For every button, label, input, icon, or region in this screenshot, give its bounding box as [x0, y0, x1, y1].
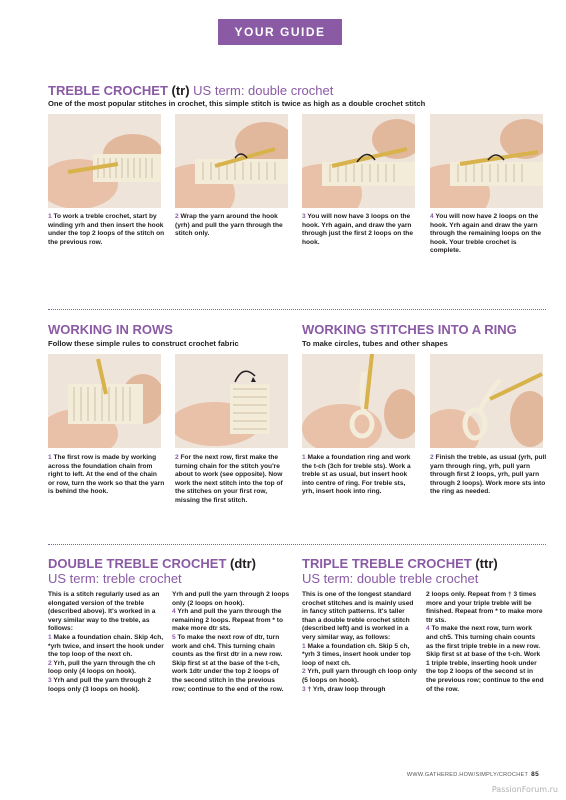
- ring-subtitle: To make circles, tubes and other shapes: [302, 339, 448, 348]
- paragraph: [302, 668, 420, 685]
- paragraph: [426, 625, 544, 694]
- ring-caption-2: [430, 454, 547, 497]
- paragraph-text: To make the next row of dtr, turn work and ch4. This turning chain counts as the first dtr in a new row. Skip first st at the base of the t-ch, work 1dtr under the top 2 loops of the second stitch in the previous row; continue to the end of the row.: [172, 633, 284, 693]
- paragraph: [172, 608, 290, 634]
- step-number: 1: [48, 213, 52, 220]
- paragraph: [302, 686, 420, 695]
- rows-caption-2: [175, 454, 292, 506]
- rows-photo-2: [175, 354, 288, 448]
- footer-url[interactable]: WWW.GATHERED.HOW/SIMPLY/CROCHET: [406, 772, 529, 778]
- paragraph: [48, 634, 166, 660]
- ring-heading: WORKING STITCHES INTO A RING: [302, 322, 517, 337]
- step-caption-1: [48, 213, 165, 247]
- step-number: 4: [172, 608, 176, 616]
- ring-photo-2: [430, 354, 543, 448]
- paragraph-text: Yrh, pull yarn through ch loop only (5 loops on hook).: [302, 668, 417, 684]
- step-caption-4: [430, 213, 547, 256]
- paragraph: [426, 591, 544, 625]
- heading-abbr: (tr): [171, 83, 190, 98]
- step-number: 1: [302, 454, 306, 461]
- heading-title: DOUBLE TREBLE CROCHET: [48, 556, 230, 571]
- heading-abbr: (dtr): [230, 556, 256, 571]
- working-in-rows-heading: WORKING IN ROWS: [48, 322, 173, 337]
- triple-treble-heading: [302, 556, 498, 571]
- step-number: 1: [48, 454, 52, 461]
- double-treble-us-term: [48, 571, 182, 586]
- page-footer: [407, 771, 539, 778]
- paragraph: [172, 634, 290, 694]
- step-text: To work a treble crochet, start by winding yrh and then insert the hook under the top 2 loops of the stitch on the previous row.: [48, 213, 165, 246]
- rows-photo-1: [48, 354, 161, 448]
- paragraph-text: This is a stitch regularly used as an elongated version of the treble (described above). It's worked in a very similar way to the treble, as follows:: [48, 591, 160, 633]
- step-number: 1: [302, 642, 306, 650]
- step-photo-3: [302, 114, 415, 208]
- paragraph: [48, 660, 166, 677]
- heading-us-term: US term: double crochet: [189, 83, 334, 98]
- step-number: 4: [426, 625, 430, 633]
- heading-title: TRIPLE TREBLE CROCHET: [302, 556, 476, 571]
- banner-text: YOUR GUIDE: [234, 25, 326, 39]
- paragraph-text: Yrh and pull the yarn through 2 loops only (3 loops on hook).: [48, 676, 152, 693]
- step-number: 2: [175, 213, 179, 220]
- step-number: 2: [302, 668, 306, 676]
- double-treble-col-2: [172, 591, 290, 694]
- paragraph-text: 2 loops only. Repeat from † 3 times more and your triple treble will be finished. Repeat from * to make more ttr sts.: [426, 591, 543, 624]
- double-treble-heading: [48, 556, 256, 571]
- heading-title: TREBLE CROCHET: [48, 83, 172, 98]
- step-photo-4: [430, 114, 543, 208]
- step-number: 3: [302, 685, 306, 693]
- paragraph-text: † Yrh, draw loop through: [307, 685, 386, 693]
- section-divider: [48, 544, 546, 545]
- step-text: You will now have 3 loops on the hook. Yrh again, and draw the yarn through just the first 2 loops on the hook.: [302, 213, 413, 246]
- ring-photo-1: [302, 354, 415, 448]
- paragraph: [302, 591, 420, 643]
- paragraph-text: This is one of the longest standard crochet stitches and is mainly used in fancy stitch patterns. It's taller than a double treble crochet stitch (described left) and is worked in a very similar way, as follows:: [302, 591, 414, 641]
- triple-treble-col-1: [302, 591, 420, 694]
- step-number: 1: [48, 633, 52, 641]
- step-text: Finish the treble, as usual (yrh, pull yarn through ring, yrh, pull yarn through first 2 loops, yrh, pull yarn through 2 loops). Work more sts into the ring as needed.: [430, 454, 547, 496]
- page-number: 85: [531, 771, 539, 778]
- your-guide-banner: [218, 19, 342, 45]
- ring-caption-1: [302, 454, 419, 497]
- step-number: 2: [430, 454, 434, 461]
- step-number: 2: [48, 659, 52, 667]
- triple-treble-us-term: [302, 571, 478, 586]
- step-text: The first row is made by working across the foundation chain from right to left. At the end of the chain or row, turn the work so that the yarn is behind the hook.: [48, 454, 165, 496]
- step-number: 3: [302, 213, 306, 220]
- treble-crochet-heading: [48, 83, 333, 98]
- paragraph-text: To make the next row, turn work and ch5. This turning chain counts as the first triple treble in a new row. Skip first st at base of the t-ch. Work 1 triple treble, inserting hook under the top 2 loops of the second st in the previous row; continue to the end of the row.: [426, 625, 544, 693]
- paragraph: [48, 591, 166, 634]
- step-text: Wrap the yarn around the hook (yrh) and pull the yarn through the stitch only.: [175, 213, 283, 238]
- step-number: 3: [48, 676, 52, 684]
- step-number: 4: [430, 213, 434, 220]
- heading-us-term: US term: double treble crochet: [302, 571, 479, 586]
- paragraph: [48, 677, 166, 694]
- step-number: 5: [172, 633, 176, 641]
- working-in-rows-subtitle: Follow these simple rules to construct crochet fabric: [48, 339, 239, 348]
- heading-us-term: US term: treble crochet: [48, 571, 182, 586]
- paragraph: [172, 591, 290, 608]
- paragraph-text: Make a foundation ch. Skip 5 ch, *yrh 3 times, insert hook under top loop of next ch.: [302, 642, 411, 667]
- rows-caption-1: [48, 454, 165, 497]
- paragraph-text: Make a foundation chain. Skip 4ch, *yrh twice, and insert the hook under the top loop of the next ch.: [48, 633, 164, 659]
- paragraph-text: Yrh and pull the yarn through 2 loops only (2 loops on hook).: [172, 591, 290, 607]
- paragraph: [302, 643, 420, 669]
- watermark: PassionForum.ru: [491, 785, 558, 794]
- step-caption-2: [175, 213, 292, 239]
- treble-crochet-subtitle: One of the most popular stitches in crochet, this simple stitch is twice as high as a double crochet stitch: [48, 99, 426, 108]
- section-divider: [48, 309, 546, 310]
- step-number: 2: [175, 454, 179, 461]
- double-treble-col-1: [48, 591, 166, 694]
- step-text: You will now have 2 loops on the hook. Yrh again and draw the yarn through the remaining loops on the hook. Your treble crochet is complete.: [430, 213, 541, 255]
- triple-treble-col-2: [426, 591, 544, 694]
- step-caption-3: [302, 213, 419, 247]
- step-photo-1: [48, 114, 161, 208]
- paragraph-text: Yrh and pull the yarn through the remaining 2 loops. Repeat from * to make more dtr sts.: [172, 608, 284, 633]
- paragraph-text: Yrh, pull the yarn through the ch loop only (4 loops on hook).: [48, 659, 156, 676]
- step-text: Make a foundation ring and work the t-ch (3ch for treble sts). Work a treble st as usual, but insert hook into centre of ring. For treble sts, yrh, insert hook into ring.: [302, 454, 411, 496]
- step-text: For the next row, first make the turning chain for the stitch you're about to work (see opposite). Now work the next stitch into the top of the stitches on your first row, missing the first stitch.: [175, 454, 283, 504]
- heading-abbr: (ttr): [475, 556, 498, 571]
- step-photo-2: [175, 114, 288, 208]
